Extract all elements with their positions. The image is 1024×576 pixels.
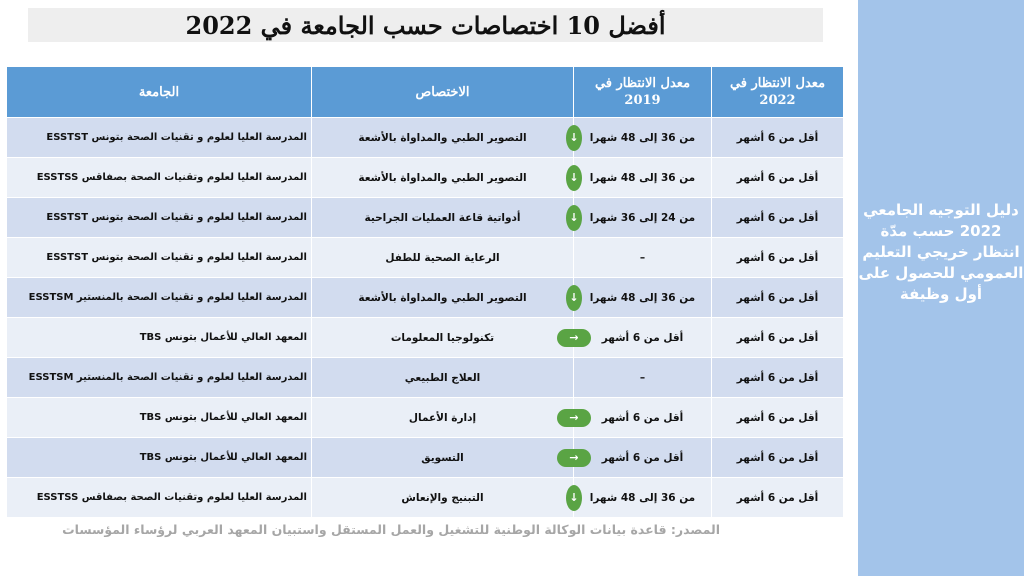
cell-university (7, 398, 312, 438)
cell-specialty-text: التبنيج والإنعاش (401, 491, 484, 504)
cell-wait-2019 (569, 478, 712, 518)
cell-wait-2022-text: أقل من 6 أشهر (736, 291, 819, 304)
cell-university-text: المعهد العالي للأعمال بتونس TBS (139, 412, 307, 423)
cell-specialty (312, 118, 574, 158)
cell-university-text: المدرسة العليا لعلوم وتقنيات الصحة بصفاقس ESSTSS (36, 492, 307, 503)
arrow-down-icon: ↓ (566, 125, 582, 151)
cell-wait-2019-text: أقل من 6 أشهر (601, 331, 684, 344)
cell-specialty-text: التصوير الطبي والمداواة بالأشعة (358, 131, 527, 144)
cell-specialty-text: الرعاية الصحية للطفل (385, 251, 500, 264)
arrow-down-icon: ↓ (566, 205, 582, 231)
table-row (7, 278, 844, 318)
cell-wait-2019 (569, 198, 712, 238)
cell-wait-2022-text: أقل من 6 أشهر (736, 171, 819, 184)
source-note: المصدر: قاعدة بيانات الوكالة الوطنية للتشغيل والعمل المستقل واستبيان المعهد العربي لرؤساء المؤسسات (62, 522, 720, 537)
cell-university (7, 478, 312, 518)
cell-wait-2019 (569, 278, 712, 318)
cell-specialty (312, 238, 574, 278)
cell-wait-2022-text: أقل من 6 أشهر (736, 491, 819, 504)
cell-wait-2019-text: أقل من 6 أشهر (601, 411, 684, 424)
cell-wait-2022-text: أقل من 6 أشهر (736, 371, 819, 384)
cell-specialty (312, 438, 574, 478)
table-row (7, 358, 844, 398)
cell-university (7, 238, 312, 278)
cell-wait-2022 (712, 438, 844, 478)
cell-university (7, 198, 312, 238)
table-row (7, 238, 844, 278)
cell-university (7, 278, 312, 318)
cell-wait-2022-text: أقل من 6 أشهر (736, 451, 819, 464)
cell-university-text: المدرسة العليا لعلوم و تقنيات الصحة بتونس ESSTST (46, 252, 307, 263)
cell-wait-2022-text: أقل من 6 أشهر (736, 411, 819, 424)
cell-wait-2022 (712, 478, 844, 518)
table-row (7, 438, 844, 478)
cell-wait-2022 (712, 238, 844, 278)
cell-specialty (312, 478, 574, 518)
cell-wait-2022 (712, 358, 844, 398)
header-wait-2022: معدل الانتظار في 2022 (712, 67, 844, 118)
cell-specialty (312, 358, 574, 398)
cell-wait-2019-text: من 24 إلى 36 شهرا (589, 211, 696, 224)
cell-wait-2019 (569, 318, 712, 358)
cell-wait-2019 (569, 438, 712, 478)
cell-specialty-text: التسويق (421, 451, 464, 464)
side-panel-text: دليل التوجيه الجامعي 2022 حسب مدّة انتظار خريجي التعليم العمومي للحصول على أول وظيفة (858, 201, 1024, 303)
arrow-right-icon: → (557, 329, 591, 347)
table-row (7, 478, 844, 518)
cell-university-text: المدرسة العليا لعلوم و تقنيات الصحة بتونس ESSTST (46, 132, 307, 143)
cell-specialty (312, 398, 574, 438)
table-row (7, 198, 844, 238)
arrow-down-icon: ↓ (566, 485, 582, 511)
cell-university-text: المعهد العالي للأعمال بتونس TBS (139, 452, 307, 463)
cell-university-text: المدرسة العليا لعلوم وتقنيات الصحة بصفاقس ESSTSS (36, 172, 307, 183)
cell-specialty-text: تكنولوجيا المعلومات (390, 331, 495, 344)
arrow-right-icon: → (557, 449, 591, 467)
cell-specialty-text: التصوير الطبي والمداواة بالأشعة (358, 171, 527, 184)
header-university: الجامعة (7, 67, 312, 118)
page-title: أفضل 10 اختصاصات حسب الجامعة في 2022 (28, 8, 823, 42)
header-specialty: الاختصاص (312, 67, 574, 118)
arrow-right-icon: → (557, 409, 591, 427)
cell-wait-2019 (569, 118, 712, 158)
cell-wait-2022-text: أقل من 6 أشهر (736, 211, 819, 224)
cell-wait-2019-text: – (639, 371, 646, 384)
cell-wait-2022 (712, 198, 844, 238)
cell-wait-2019-text: من 36 إلى 48 شهرا (589, 131, 696, 144)
cell-wait-2019 (569, 158, 712, 198)
cell-university-text: المعهد العالي للأعمال بتونس TBS (139, 332, 307, 343)
table-row (7, 158, 844, 198)
cell-wait-2022-text: أقل من 6 أشهر (736, 131, 819, 144)
cell-wait-2022-text: أقل من 6 أشهر (736, 331, 819, 344)
cell-wait-2019-text: من 36 إلى 48 شهرا (589, 291, 696, 304)
cell-wait-2019 (569, 398, 712, 438)
cell-specialty (312, 198, 574, 238)
arrow-down-icon: ↓ (566, 165, 582, 191)
cell-university (7, 438, 312, 478)
cell-wait-2019 (574, 238, 712, 278)
cell-wait-2019-text: من 36 إلى 48 شهرا (589, 171, 696, 184)
cell-specialty-text: التصوير الطبي والمداواة بالأشعة (358, 291, 527, 304)
cell-specialty-text: العلاج الطبيعي (404, 371, 481, 384)
cell-wait-2022 (712, 158, 844, 198)
cell-university-text: المدرسة العليا لعلوم و تقنيات الصحة بالمنستير ESSTSM (28, 292, 307, 303)
table-row (7, 318, 844, 358)
cell-university (7, 358, 312, 398)
cell-wait-2022 (712, 278, 844, 318)
cell-specialty (312, 278, 574, 318)
cell-university (7, 318, 312, 358)
cell-wait-2019-text: أقل من 6 أشهر (601, 451, 684, 464)
table-row (7, 118, 844, 158)
cell-wait-2022 (712, 118, 844, 158)
cell-wait-2022-text: أقل من 6 أشهر (736, 251, 819, 264)
table-row (7, 398, 844, 438)
header-wait-2019: معدل الانتظار في 2019 (574, 67, 712, 118)
cell-university (7, 118, 312, 158)
cell-wait-2022 (712, 318, 844, 358)
cell-university-text: المدرسة العليا لعلوم و تقنيات الصحة بتونس ESSTST (46, 212, 307, 223)
cell-wait-2019 (574, 358, 712, 398)
cell-specialty-text: إدارة الأعمال (408, 411, 477, 424)
specialties-table (6, 66, 844, 518)
cell-specialty (312, 318, 574, 358)
cell-university-text: المدرسة العليا لعلوم و تقنيات الصحة بالمنستير ESSTSM (28, 372, 307, 383)
cell-wait-2022 (712, 398, 844, 438)
cell-university (7, 158, 312, 198)
cell-specialty-text: أدواتية قاعة العمليات الجراحية (364, 211, 521, 224)
cell-wait-2019-text: – (639, 251, 646, 264)
arrow-down-icon: ↓ (566, 285, 582, 311)
table-header-row (7, 67, 844, 118)
cell-specialty (312, 158, 574, 198)
cell-wait-2019-text: من 36 إلى 48 شهرا (589, 491, 696, 504)
